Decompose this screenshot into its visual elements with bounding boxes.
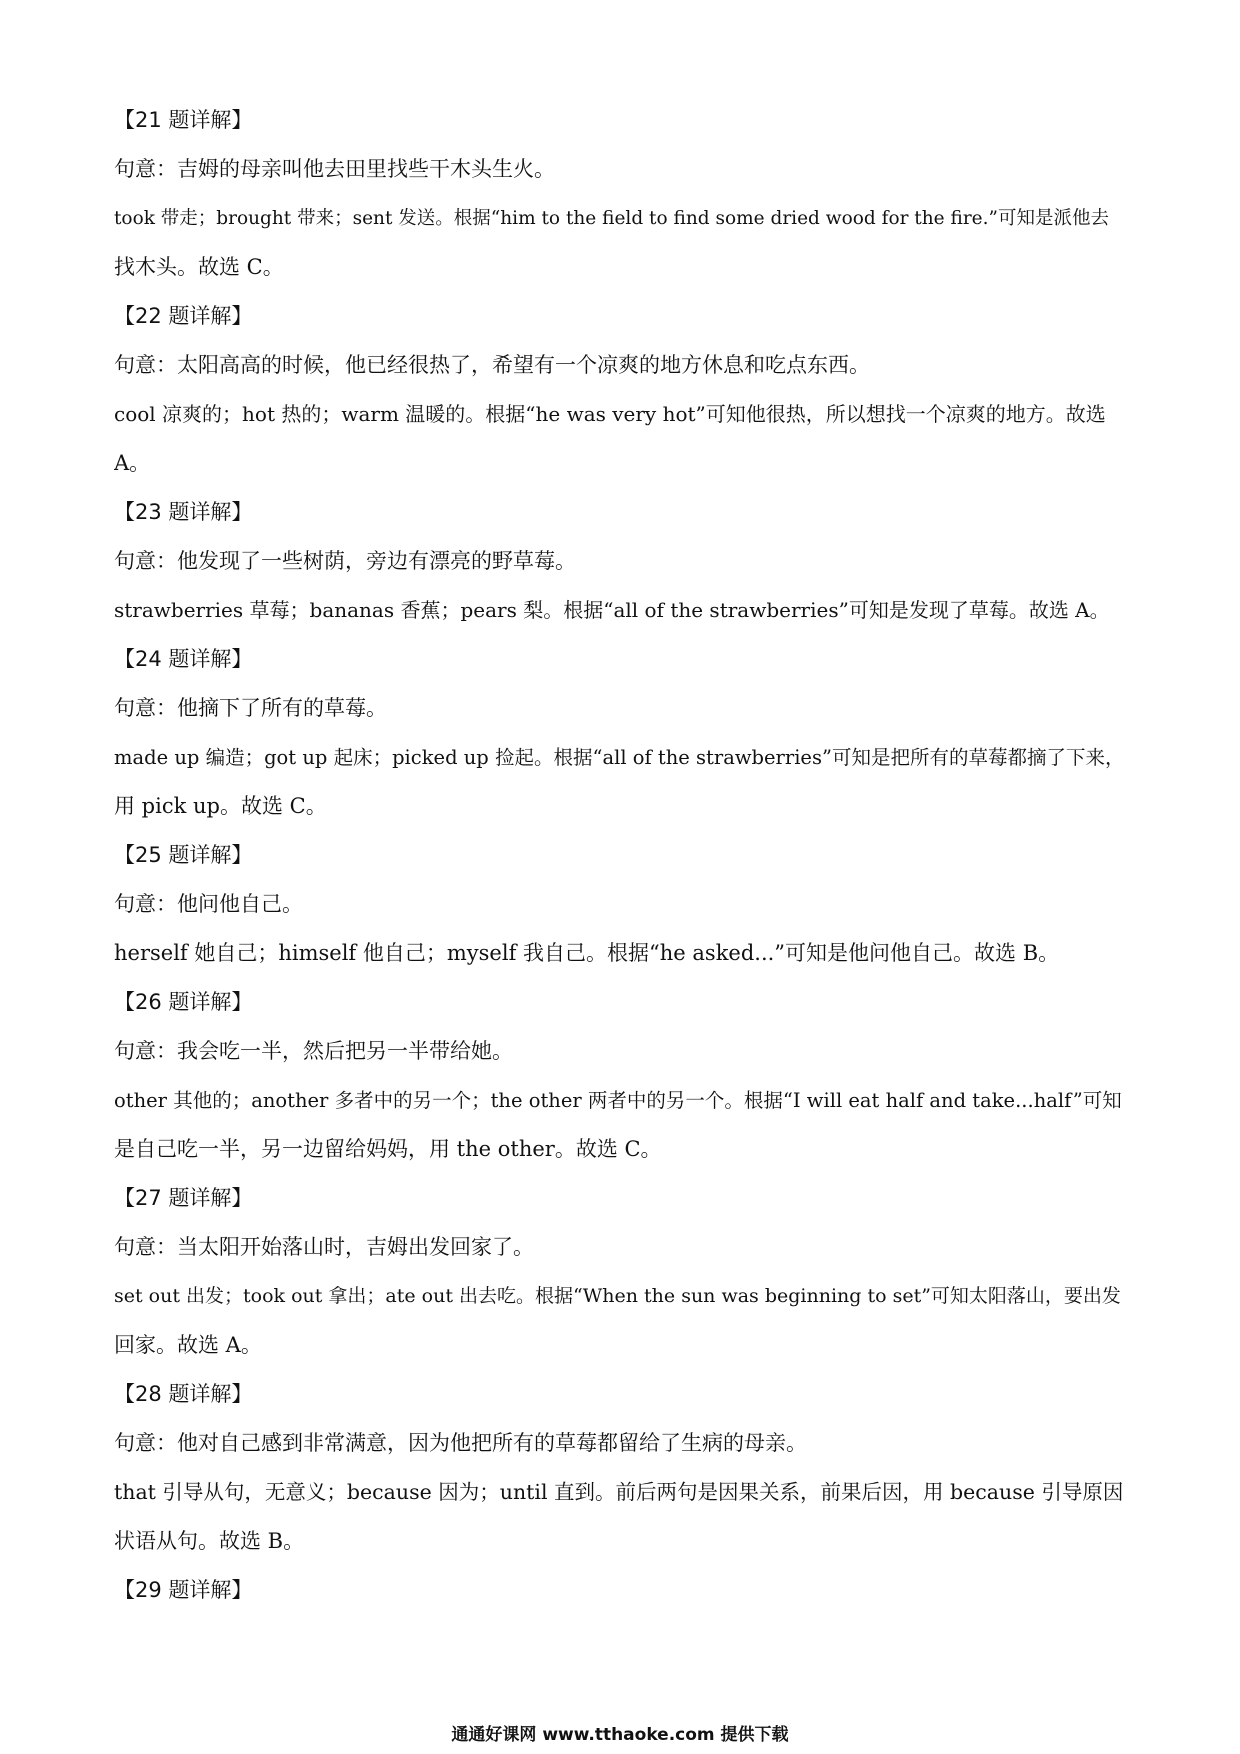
text-line: 句意：吉姆的母亲叫他去田里找些干木头生火。: [114, 157, 555, 181]
text-line: made up 编造；got up 起床；picked up 捡起。根据“all of the strawberries”可知是把所有的草莓都摘了下来，: [114, 746, 1125, 769]
section-heading: 【25 题详解】: [114, 843, 253, 867]
text-line: strawberries 草莓；bananas 香蕉；pears 梨。根据“all of the strawberries”可知是发现了草莓。故选 A。: [114, 598, 1110, 622]
section-heading: 【24 题详解】: [114, 647, 253, 671]
section-heading: 【23 题详解】: [114, 500, 253, 524]
text-line: 是自己吃一半，另一边留给妈妈，用 the other。故选 C。: [114, 1137, 662, 1161]
text-line: 句意：他发现了一些树荫，旁边有漂亮的野草莓。: [114, 549, 576, 573]
text-line: 句意：他摘下了所有的草莓。: [114, 696, 387, 720]
text-line: 句意：他对自己感到非常满意，因为他把所有的草莓都留给了生病的母亲。: [114, 1431, 807, 1455]
section-heading: 【29 题详解】: [114, 1578, 253, 1602]
text-line: herself 她自己；himself 他自己；myself 我自己。根据“he asked...”可知是他问他自己。故选 B。: [114, 941, 1060, 965]
text-line: that 引导从句，无意义；because 因为；until 直到。前后两句是因果关系，前果后因，用 because 引导原因: [114, 1480, 1124, 1504]
page-footer: 通通好课网 www.tthaoke.com 提供下载: [451, 1725, 789, 1745]
text-line: 句意：当太阳开始落山时，吉姆出发回家了。: [114, 1235, 534, 1259]
section-heading: 【28 题详解】: [114, 1382, 253, 1406]
section-heading: 【26 题详解】: [114, 990, 253, 1014]
section-heading: 【27 题详解】: [114, 1186, 253, 1210]
text-line: 用 pick up。故选 C。: [114, 794, 327, 818]
text-line: cool 凉爽的；hot 热的；warm 温暖的。根据“he was very hot”可知他很热，所以想找一个凉爽的地方。故选: [114, 402, 1106, 426]
text-line: A。: [114, 451, 151, 475]
text-line: 句意：我会吃一半，然后把另一半带给她。: [114, 1039, 513, 1063]
document-body: [114, 96, 1130, 1615]
section-heading: 【21 题详解】: [114, 108, 253, 132]
text-line: 句意：他问他自己。: [114, 892, 303, 916]
text-line: took 带走；brought 带来；sent 发送。根据“him to the field to find some dried wood for the fire.”可知是派他去: [114, 208, 1109, 229]
text-line: 句意：太阳高高的时候，他已经很热了，希望有一个凉爽的地方休息和吃点东西。: [114, 353, 870, 377]
text-line: 回家。故选 A。: [114, 1333, 262, 1357]
section-heading: 【22 题详解】: [114, 304, 253, 328]
text-line: 找木头。故选 C。: [114, 255, 284, 279]
text-line: set out 出发；took out 拿出；ate out 出去吃。根据“When the sun was beginning to set”可知太阳落山，要出发: [114, 1285, 1121, 1307]
text-line: 状语从句。故选 B。: [114, 1529, 305, 1553]
text-line: other 其他的；another 多者中的另一个；the other 两者中的另一个。根据“I will eat half and take...half”可知: [114, 1089, 1122, 1112]
